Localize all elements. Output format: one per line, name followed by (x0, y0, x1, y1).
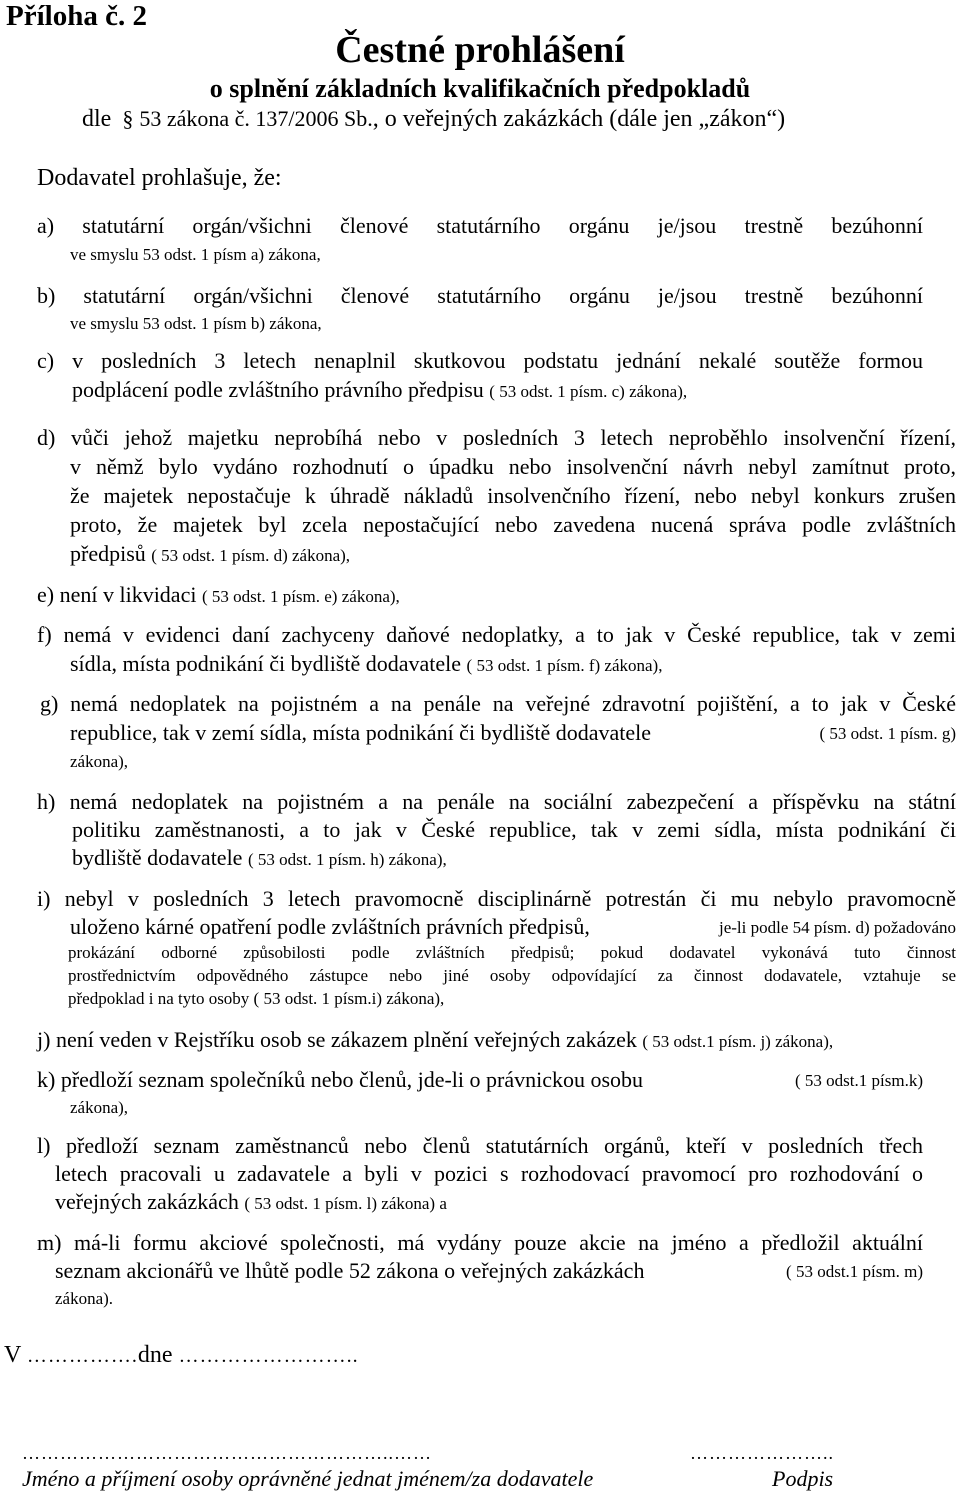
signature-sign-label: Podpis (772, 1466, 834, 1491)
place-dots: ……………. (26, 1345, 138, 1367)
law-prefix: dle (82, 106, 112, 132)
item-k-text: k) předloží seznam společníků nebo členů, jde-li o právnickou osobu (37, 1067, 644, 1092)
item-e-citation: ( 53 odst. 1 písm. e) zákona), (201, 587, 400, 606)
item-d-text: předpisů (70, 541, 146, 566)
law-section: 53 zákona č. 137/2006 Sb. (139, 106, 373, 131)
date-label: dne (137, 1342, 173, 1368)
signature-name-label: Jméno a příjmení osoby oprávněné jednat jménem/za dodavatele (22, 1466, 594, 1491)
place-date-line (4, 1342, 359, 1369)
item-c-citation: ( 53 odst. 1 písm. c) zákona), (489, 382, 688, 401)
place-label: V (4, 1342, 21, 1368)
item-a-line-1: a) statutární orgán/všichni členové statutárního orgánu je/jsou trestně bezúhonní (37, 213, 923, 238)
item-k-line-1 (37, 1067, 923, 1093)
item-c-line-1: c) v posledních 3 letech nenaplnil skutkovou podstatu jednání nekalé soutěže formou (37, 348, 923, 373)
item-g-citation: ( 53 odst. 1 písm. g) (819, 724, 956, 743)
item-l-line-3 (55, 1189, 447, 1215)
item-i-line-3: prokázání odborné způsobilosti podle zvláštních předpisů; pokud dodavatel vykonává tuto činnost (68, 943, 956, 962)
item-e-line-1 (37, 582, 400, 608)
item-d-line-2: v němž bylo vydáno rozhodnutí o úpadku nebo insolvenční návrh nebyl zamítnut proto, (70, 454, 956, 479)
item-e-text: e) není v likvidaci (37, 582, 197, 607)
item-c-line-2 (72, 377, 687, 403)
item-i-line-2 (70, 914, 956, 940)
item-i-citation: je-li podle 54 písm. d) požadováno (718, 918, 956, 937)
item-f-citation: ( 53 odst. 1 písm. f) zákona), (466, 656, 663, 675)
item-l-line-1: l) předloží seznam zaměstnanců nebo členů statutárních orgánů, kteří v posledních třech (37, 1133, 923, 1158)
item-g-text: republice, tak v zemí sídla, místa podnikání či bydliště dodavatele (70, 720, 652, 745)
section-sign-icon: § (122, 106, 134, 131)
item-k-citation: ( 53 odst.1 písm.k) (795, 1071, 923, 1090)
item-b-line-1: b) statutární orgán/všichni členové statutárního orgánu je/jsou trestně bezúhonní (37, 283, 923, 308)
document-subtitle: o splnění základních kvalifikačních předpokladů (209, 74, 751, 103)
item-d-line-1: d) vůči jehož majetku neprobíhá nebo v posledních 3 letech neproběhlo insolvenční řízení, (37, 425, 956, 450)
item-k-line-2: zákona), (70, 1098, 129, 1117)
annex-label: Příloha č. 2 (6, 0, 147, 32)
item-m-line-1: m) má-li formu akciové společnosti, má vydány pouze akcie na jméno a předložil aktuální (37, 1230, 923, 1255)
item-i-line-4: prostřednictvím odpovědného zástupce nebo jiné osoby odpovídající za činnost dodavatele, vztahuje se (68, 966, 956, 985)
signature-name-dots: …………………………………………………..…… (22, 1443, 432, 1463)
item-f-text: sídla, místa podnikání či bydliště dodavatele (70, 651, 462, 676)
item-j-line-1 (37, 1027, 833, 1053)
item-j-text: j) není veden v Rejstříku osob se zákazem plnění veřejných zakázek (37, 1027, 637, 1052)
item-g-line-3: zákona), (70, 752, 129, 771)
item-g-line-2 (70, 720, 956, 746)
date-dots: …………………….. (178, 1345, 359, 1367)
document-title: Čestné prohlášení (335, 29, 625, 71)
item-f-line-1: f) nemá v evidenci daní zachyceny daňové nedoplatky, a to jak v České republice, tak v zemi (37, 622, 956, 647)
item-b-line-2: ve smyslu 53 odst. 1 písm b) zákona, (70, 314, 322, 333)
signature-sign-dots: ………………….. (690, 1443, 834, 1463)
item-h-line-3 (72, 845, 447, 871)
law-reference (82, 106, 785, 133)
intro-text: Dodavatel prohlašuje, že: (37, 165, 282, 191)
item-a-line-2: ve smyslu 53 odst. 1 písm a) zákona, (70, 245, 321, 264)
item-d-line-4: proto, že majetek byl zcela nepostačující nebo zavedena nucená správa podle zvláštních (70, 512, 956, 537)
item-h-text: bydliště dodavatele (72, 845, 243, 870)
item-f-line-2 (70, 651, 662, 677)
item-m-citation: ( 53 odst.1 písm. m) (786, 1262, 923, 1281)
item-d-line-5 (70, 541, 350, 567)
item-i-line-1: i) nebyl v posledních 3 letech pravomocně disciplinárně potrestán či mu nebylo pravomocně (37, 886, 956, 911)
item-g-line-1: g) nemá nedoplatek na pojistném a na penále na veřejné zdravotní pojištění, a to jak v České (40, 691, 956, 716)
law-rest: , o veřejných zakázkách (dále jen „zákon“) (372, 106, 786, 132)
item-i-text: uloženo kárné opatření podle zvláštních právních předpisů, (70, 914, 590, 939)
item-m-text: seznam akcionářů ve lhůtě podle 52 zákona o veřejných zakázkách (55, 1258, 645, 1283)
item-i-line-5: předpoklad i na tyto osoby ( 53 odst. 1 písm.i) zákona), (68, 989, 445, 1008)
item-m-line-3: zákona). (55, 1289, 114, 1308)
item-h-line-1: h) nemá nedoplatek na pojistném a na penále na sociální zabezpečení a příspěvku na státní (37, 789, 956, 814)
item-m-line-2 (55, 1258, 923, 1284)
item-h-line-2: politiku zaměstnanosti, a to jak v České republice, tak v zemi sídla, místa podnikání či (72, 817, 956, 842)
item-j-citation: ( 53 odst.1 písm. j) zákona), (642, 1032, 834, 1051)
item-c-text: podplácení podle zvláštního právního předpisu (72, 377, 484, 402)
item-l-citation: ( 53 odst. 1 písm. l) zákona) a (244, 1194, 447, 1213)
item-l-text: veřejných zakázkách (55, 1189, 239, 1214)
item-d-citation: ( 53 odst. 1 písm. d) zákona), (151, 546, 351, 565)
item-h-citation: ( 53 odst. 1 písm. h) zákona), (247, 850, 447, 869)
item-l-line-2: letech pracovali u zadavatele a byli v pozici s rozhodovací pravomocí pro rozhodování o (55, 1161, 923, 1186)
item-d-line-3: že majetek nepostačuje k úhradě nákladů insolvenčního řízení, nebo nebyl konkurs zrušen (70, 483, 956, 508)
